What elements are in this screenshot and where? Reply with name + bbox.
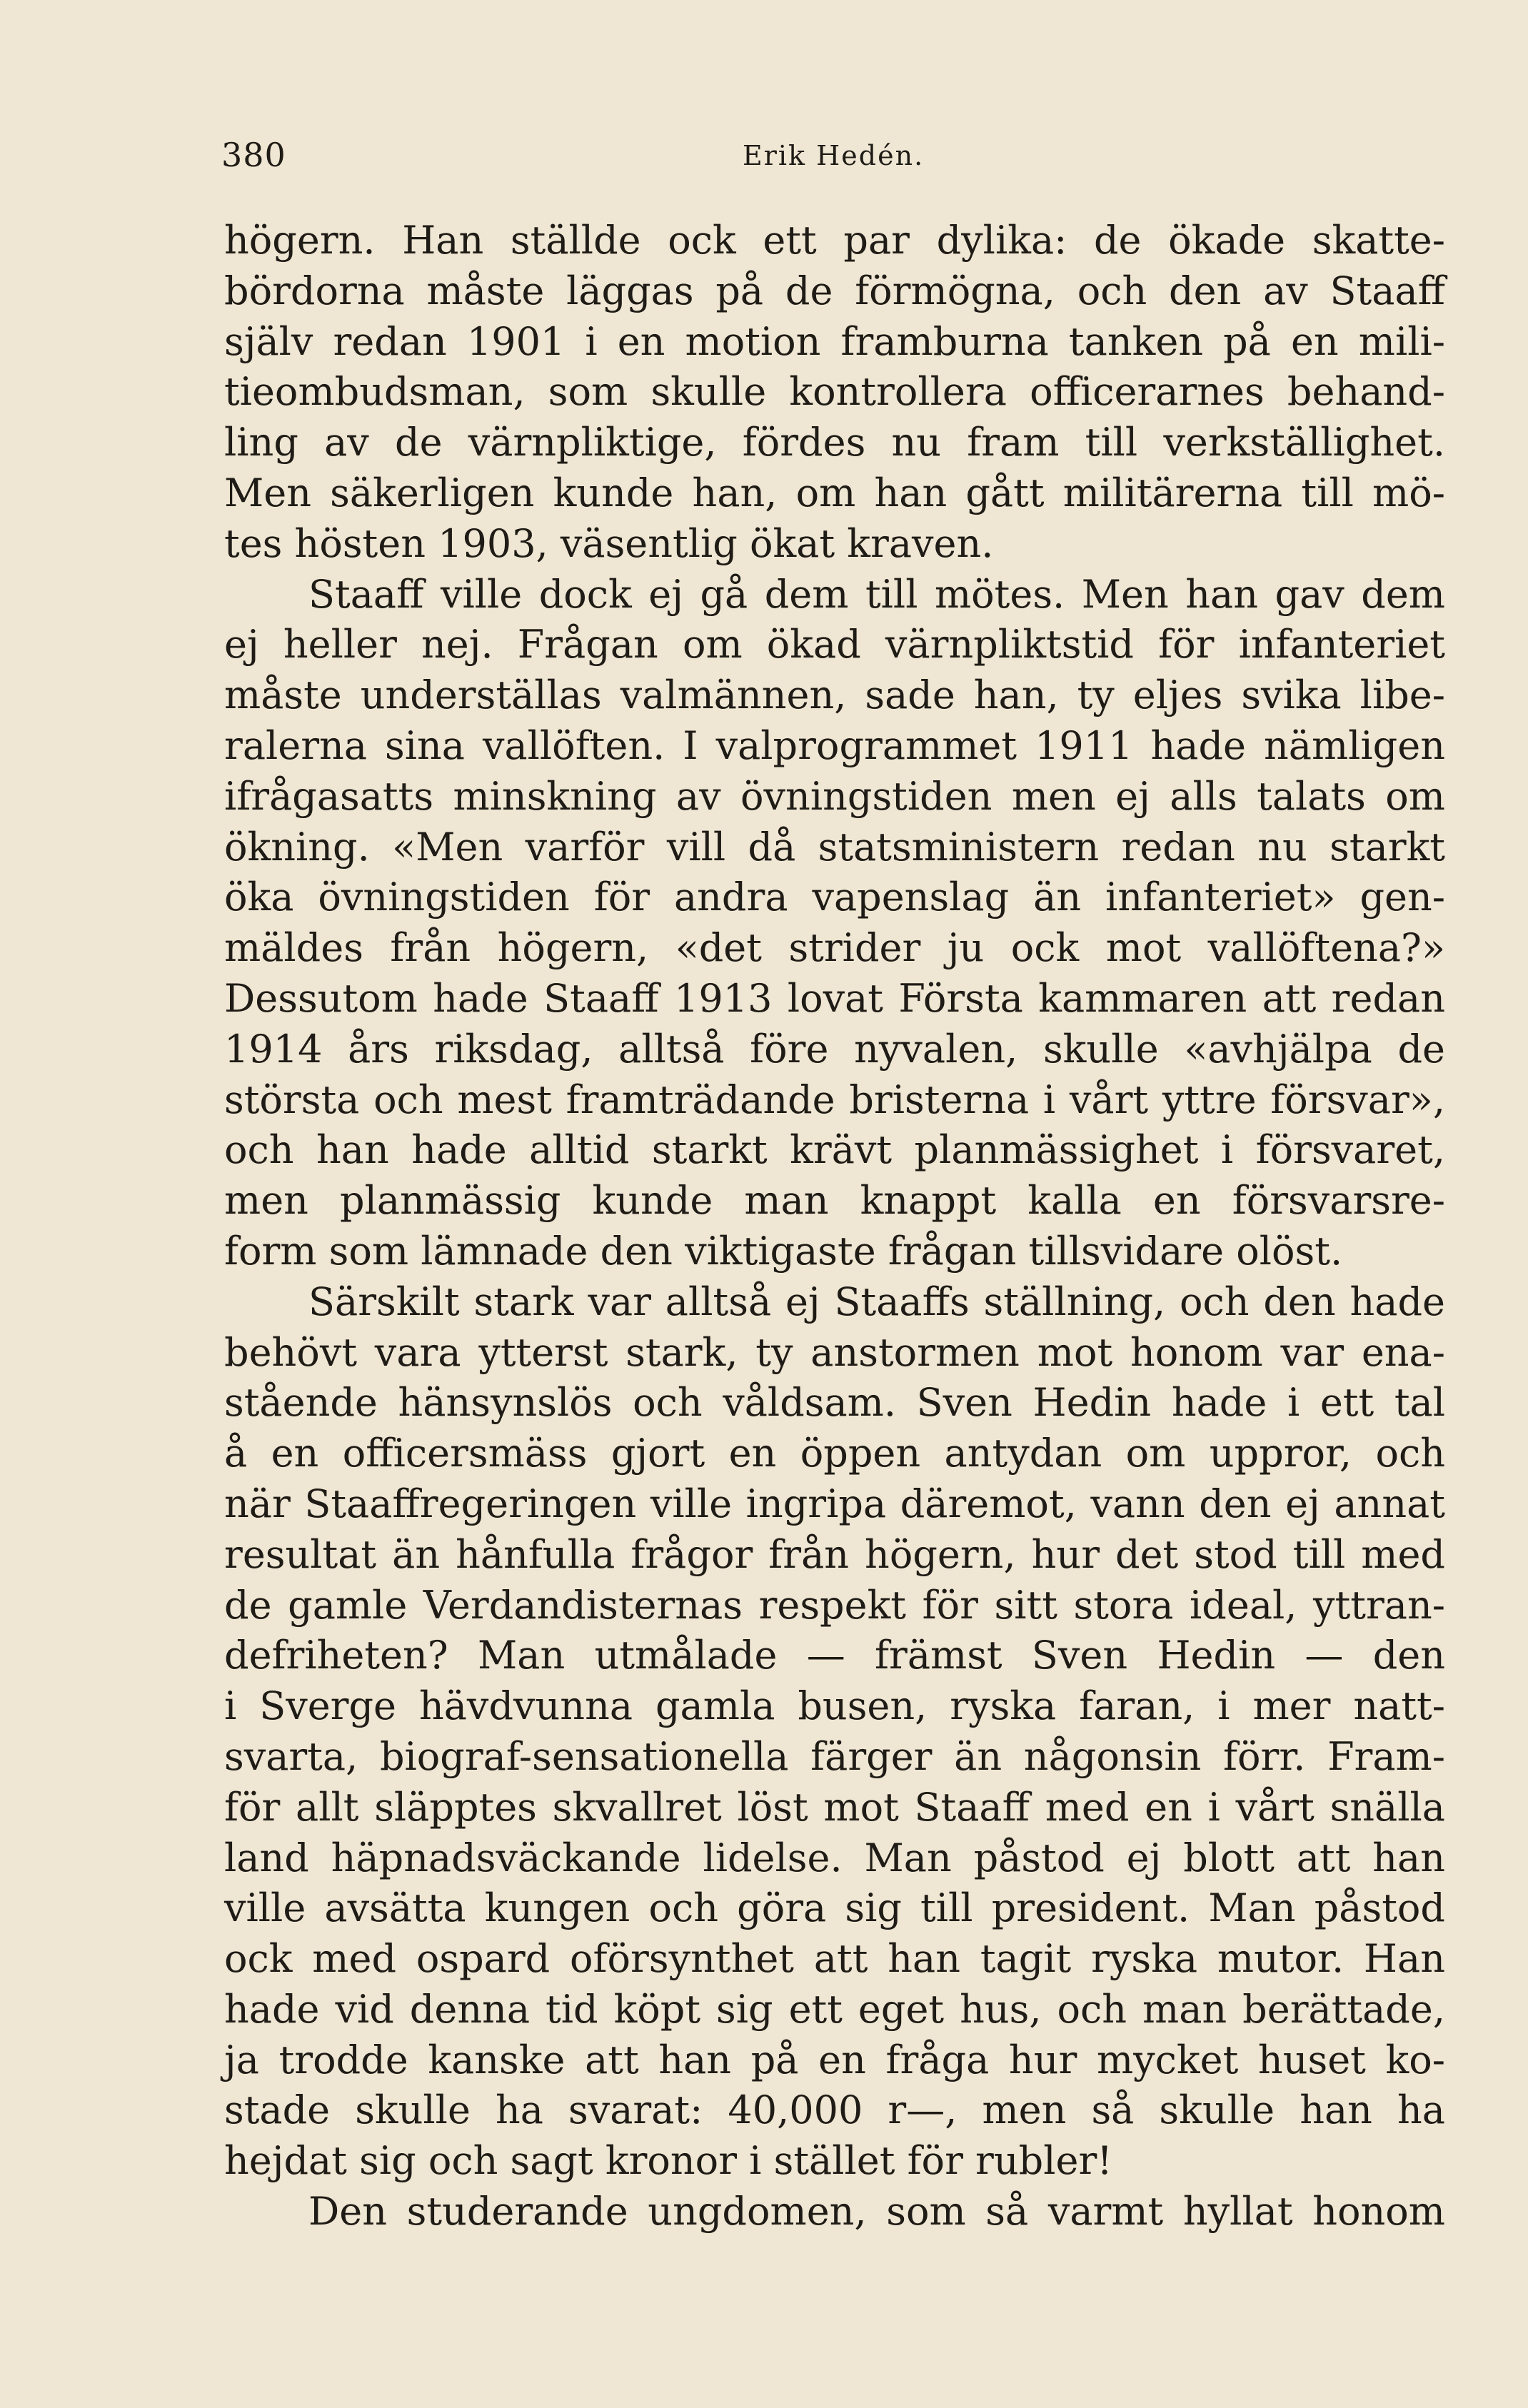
text-line: ifrågasatts minskning av övningstiden men ej alls talats om	[224, 773, 1445, 819]
text-line: när Staaffregeringen ville ingripa däremot, vann den ej annat	[224, 1481, 1445, 1526]
text-line: tieombudsman, som skulle kontrollera officerarnes behand-	[224, 369, 1445, 415]
text-line: största och mest framträdande bristerna i vårt yttre försvar»,	[224, 1077, 1445, 1122]
paragraph-start-line: Staaff ville dock ej gå dem till mötes. Men han gav dem	[308, 571, 1445, 617]
text-line: mäldes från högern, «det strider ju ock mot vallöftena?»	[224, 925, 1445, 971]
text-line: hade vid denna tid köpt sig ett eget hus, och man berättade,	[224, 1986, 1445, 2032]
text-line: bördorna måste läggas på de förmögna, och den av Staaff	[224, 268, 1445, 313]
text-line: svarta, biograf-sensationella färger än någonsin förr. Fram-	[224, 1733, 1445, 1779]
text-line: ja trodde kanske att han på en fråga hur mycket huset ko-	[224, 2037, 1445, 2082]
text-line: ling av de värnpliktige, fördes nu fram till verkställighet.	[224, 420, 1445, 465]
text-line: och han hade alltid starkt krävt planmässighet i försvaret,	[224, 1127, 1445, 1173]
text-line: 1914 års riksdag, alltså före nyvalen, skulle «avhjälpa de	[224, 1026, 1445, 1072]
text-line: ralerna sina vallöften. I valprogrammet 1911 hade nämligen	[224, 722, 1445, 768]
text-line: men planmässig kunde man knappt kalla en försvarsre-	[224, 1178, 1445, 1224]
page-number: 380	[221, 136, 286, 174]
text-line: för allt släpptes skvallret löst mot Staaff med en i vårt snälla	[224, 1784, 1445, 1830]
paragraph-start-line: Särskilt stark var alltså ej Staaffs ställning, och den hade	[308, 1279, 1445, 1324]
text-line: ej heller nej. Frågan om ökad värnpliktstid för infanteriet	[224, 622, 1445, 668]
text-line: högern. Han ställde ock ett par dylika: de ökade skatte-	[224, 218, 1445, 263]
text-line: måste underställas valmännen, sade han, ty eljes svika libe-	[224, 672, 1445, 718]
text-line: resultat än hånfulla frågor från högern, hur det stod till med	[224, 1531, 1445, 1577]
text-line: stående hänsynslös och våldsam. Sven Hedin hade i ett tal	[224, 1380, 1445, 1426]
text-line: land häpnadsväckande lidelse. Man påstod ej blott att han	[224, 1835, 1445, 1880]
text-line: form som lämnade den viktigaste frågan tillsvidare olöst.	[224, 1228, 1343, 1274]
running-head	[221, 136, 1435, 186]
text-line: öka övningstiden för andra vapenslag än infanteriet» gen-	[224, 875, 1445, 920]
text-line: tes hösten 1903, väsentlig ökat kraven.	[224, 520, 994, 566]
text-line: stade skulle ha svarat: 40,000 r—, men så skulle han ha	[224, 2087, 1445, 2133]
text-line: i Sverge hävdvunna gamla busen, ryska faran, i mer natt-	[224, 1683, 1445, 1729]
paragraph-start-line: Den studerande ungdomen, som så varmt hyllat honom	[308, 2189, 1445, 2235]
body-text	[224, 216, 1445, 2237]
text-line: å en officersmäss gjort en öppen antydan om uppror, och	[224, 1431, 1445, 1476]
text-line: Dessutom hade Staaff 1913 lovat Första kammaren att redan	[224, 975, 1445, 1021]
text-line: defriheten? Man utmålade — främst Sven Hedin — den	[224, 1633, 1445, 1678]
text-line: ville avsätta kungen och göra sig till president. Man påstod	[224, 1885, 1445, 1931]
text-line: själv redan 1901 i en motion framburna tanken på en mili-	[224, 318, 1445, 364]
running-title: Erik Hedén.	[743, 140, 925, 171]
text-line: ock med ospard oförsynthet att han tagit ryska mutor. Han	[224, 1936, 1445, 1982]
text-line: hejdat sig och sagt kronor i stället för rubler!	[224, 2138, 1112, 2184]
text-line: Men säkerligen kunde han, om han gått militärerna till mö-	[224, 470, 1445, 515]
text-line: de gamle Verdandisternas respekt för sitt stora ideal, yttran-	[224, 1582, 1445, 1628]
text-line: ökning. «Men varför vill då statsministern redan nu starkt	[224, 824, 1445, 870]
text-line: behövt vara ytterst stark, ty anstormen mot honom var ena-	[224, 1329, 1445, 1375]
